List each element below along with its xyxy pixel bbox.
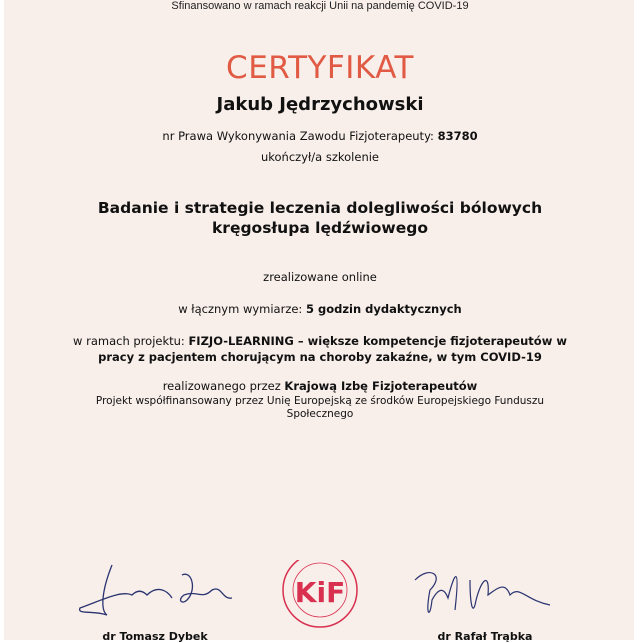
signatory-left-name: dr Tomasz Dybek	[102, 630, 208, 643]
signature-left	[72, 560, 242, 620]
hours-line	[0, 302, 640, 316]
hours-label: w łącznym wymiarze:	[178, 302, 303, 316]
funding-text	[0, 395, 640, 421]
project-line	[0, 333, 640, 365]
project-name-cont: pracy z pacjentem chorującym na choroby zakaźne, w tym COVID-19	[98, 350, 542, 364]
kif-seal	[282, 560, 362, 640]
signatory-right-name: dr Rafał Trąbka	[437, 630, 533, 643]
hours-value: 5 godzin dydaktycznych	[305, 302, 462, 316]
license-label: nr Prawa Wykonywania Zawodu Fizjoterapeuty:	[162, 129, 434, 143]
course-title	[0, 198, 640, 238]
organizer-line	[0, 379, 640, 393]
organizer-label: realizowanego przez	[162, 379, 281, 393]
completed-text: ukończył/a szkolenie	[260, 150, 379, 164]
mode-text: zrealizowane online	[263, 270, 377, 284]
organizer-name: Krajową Izbę Fizjoterapeutów	[284, 379, 478, 393]
project-label: w ramach projektu:	[73, 334, 185, 348]
recipient-name: Jakub Jędrzychowski	[216, 94, 424, 115]
funding-note: Sfinansowano w ramach reakcji Unii na pandemię COVID-19	[171, 0, 469, 12]
signature-right	[410, 560, 560, 620]
license-number: 83780	[437, 129, 478, 143]
course-title-line: kręgosłupa lędźwiowego	[212, 219, 428, 237]
certificate-title: CERTYFIKAT	[226, 50, 414, 86]
license-line	[0, 129, 640, 143]
funding-line: Projekt współfinansowany przez Unię Europejską ze środków Europejskiego Funduszu	[95, 395, 545, 407]
project-name: FIZJO-LEARNING – większe kompetencje fizjoterapeutów w	[188, 334, 567, 348]
course-title-line: Badanie i strategie leczenia dolegliwości bólowych	[97, 199, 543, 217]
kif-logo: KiF	[294, 576, 346, 609]
funding-line: Społecznego	[286, 408, 354, 420]
